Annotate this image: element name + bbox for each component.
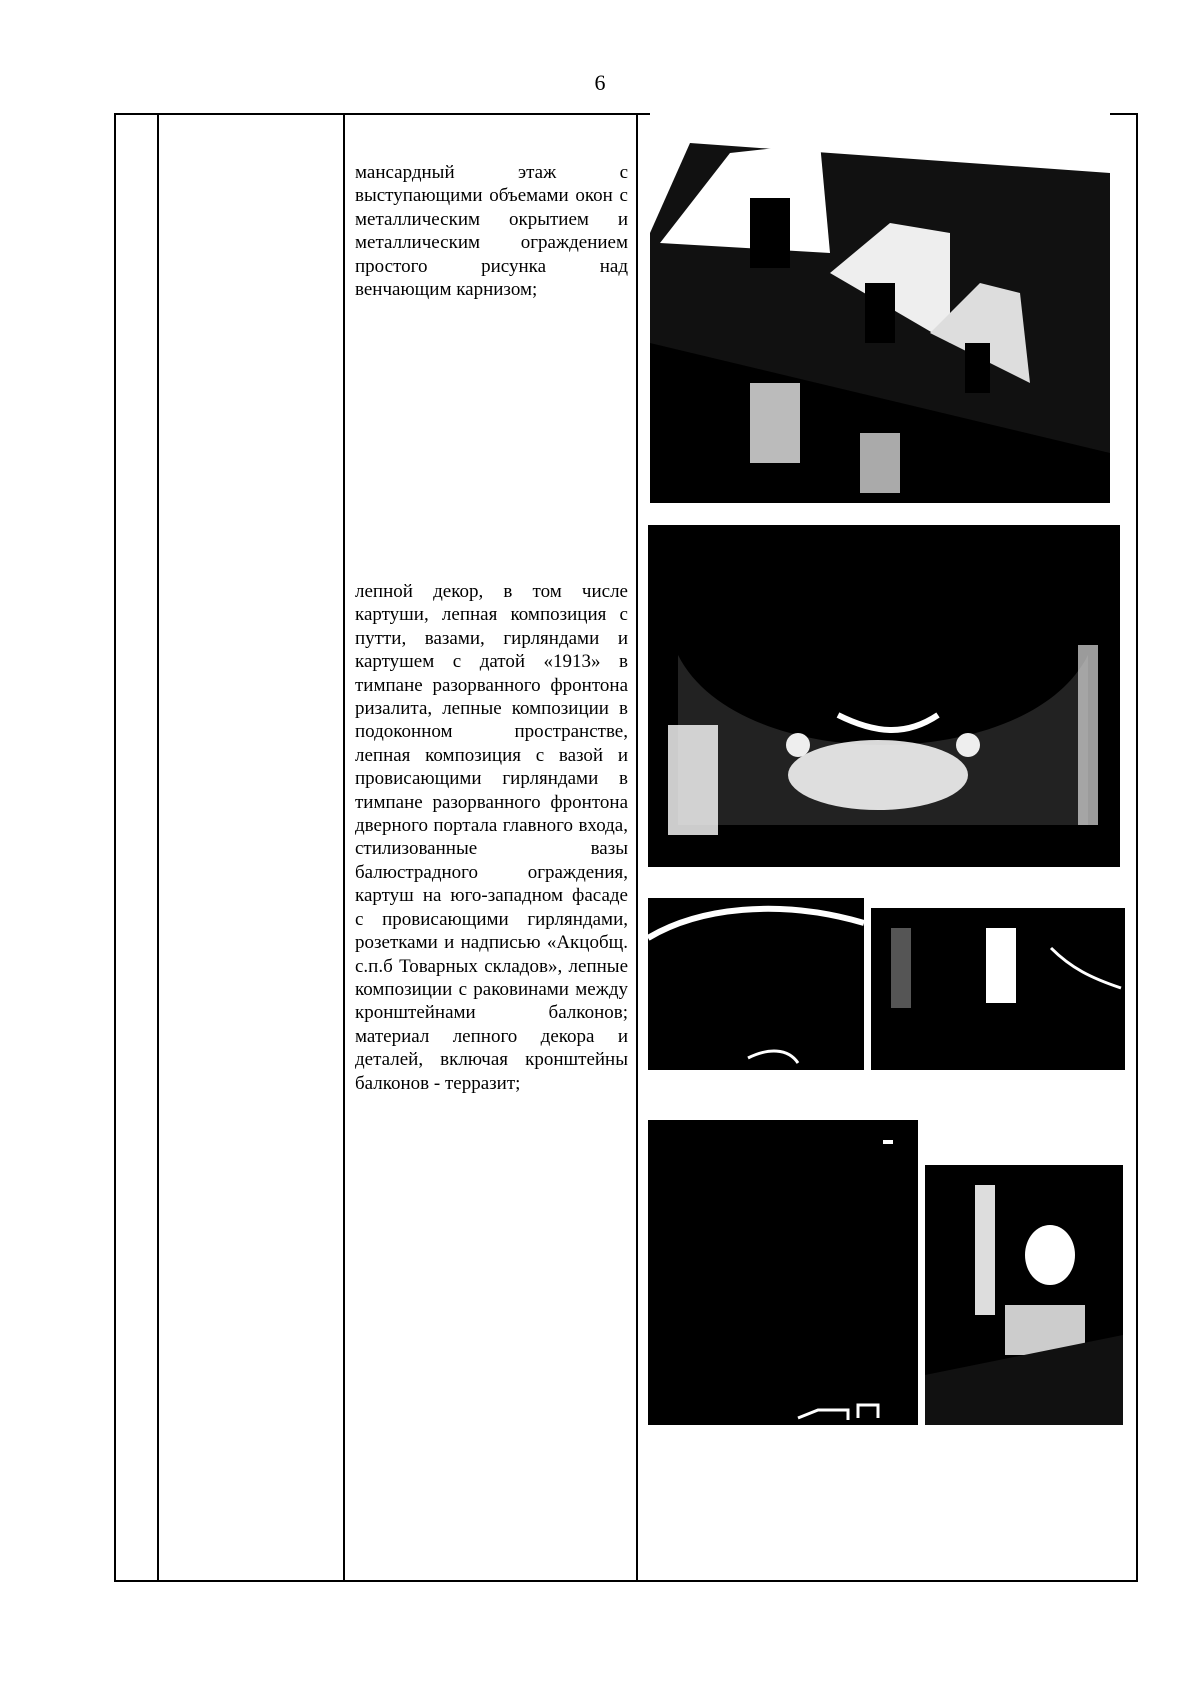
photo-cartouche-left	[648, 898, 864, 1070]
photo-balcony-brackets	[648, 1120, 918, 1425]
page-number: 6	[594, 70, 606, 95]
photo-facade-window	[871, 908, 1125, 1070]
column-divider	[157, 115, 159, 1580]
column-divider	[343, 115, 345, 1580]
mansard-description: мансардный этаж с выступающими объемами окон с металлическим окрытием и металлическим ограждением простого рисунка над венчающим карнизом;	[355, 162, 628, 301]
column-divider	[636, 115, 638, 1580]
photo-mansard-floor	[650, 113, 1110, 503]
photo-southwest-cartouche	[925, 1165, 1123, 1425]
decor-description: лепной декор, в том числе картуши, лепная композиция с путти, вазами, гирляндами и картушем с датой «1913» в тимпане разорванного фронтона ризалита, лепные композиции в подоконном пространстве, лепная композиция с вазой и провисающими гирляндами в тимпане разорванного фронтона дверного портала главного входа, стилизованные вазы балюстрадного ограждения, картуш на юго-западном фасаде с провисающими гирляндами, розетками и надписью «Акцобщ. с.п.б Товарных складов», лепные композиции с раковинами между кронштейнами балконов; материал лепного декора и деталей, включая кронштейны балконов - терразит;	[355, 581, 628, 1094]
photo-pediment-composition	[648, 525, 1120, 867]
